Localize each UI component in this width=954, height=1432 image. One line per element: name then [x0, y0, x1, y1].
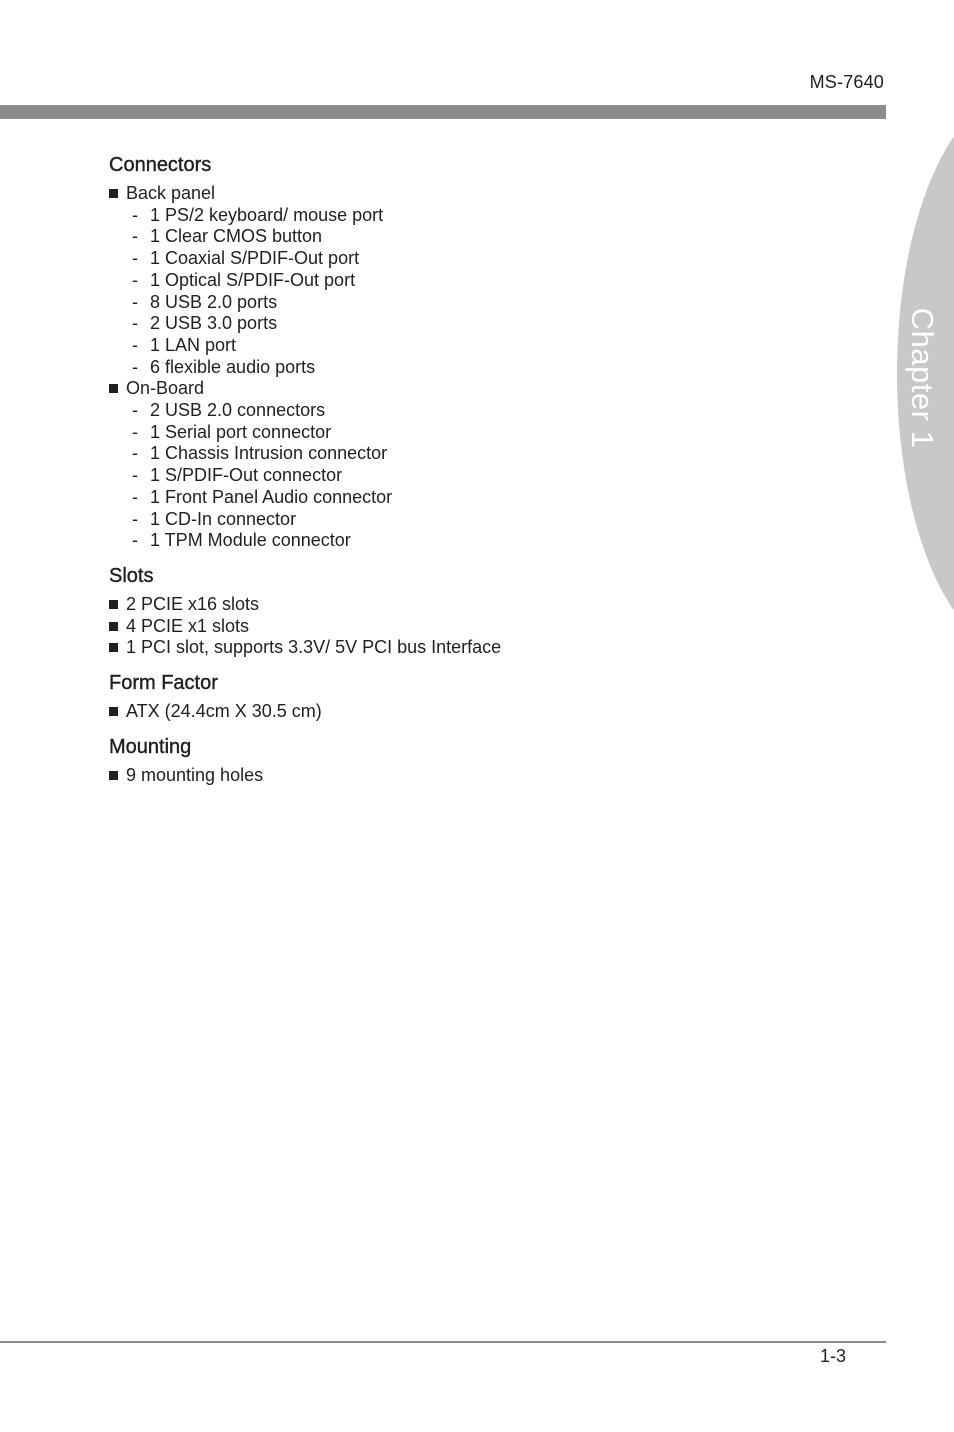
sub-item-text: 1 Optical S/PDIF-Out port: [150, 269, 356, 290]
sub-item-text: 1 Front Panel Audio connector: [150, 486, 393, 507]
dash-icon: -: [132, 334, 138, 355]
sub-list-item: [109, 205, 849, 227]
sub-list-item: [109, 292, 849, 314]
dash-icon: -: [132, 486, 138, 507]
item-text: 9 mounting holes: [126, 764, 264, 785]
section-title: Mounting: [109, 735, 192, 758]
sub-item-text: 2 USB 2.0 connectors: [150, 400, 326, 421]
sub-list-item: [109, 248, 849, 270]
section-connectors: [109, 151, 849, 552]
model-number: MS-7640: [809, 72, 884, 92]
sub-list-item: [109, 357, 849, 379]
square-bullet-icon: [109, 643, 118, 652]
dash-icon: -: [132, 400, 138, 421]
section-title: Connectors: [109, 154, 212, 176]
group-label: Back panel: [126, 183, 216, 203]
footer-rule: [0, 1341, 886, 1343]
page-number: 1-3: [819, 1346, 846, 1366]
square-bullet-icon: [109, 384, 118, 393]
section-title: Slots: [109, 564, 154, 587]
dash-icon: -: [132, 291, 138, 312]
sub-item-text: 1 CD-In connector: [150, 508, 297, 529]
sub-list-item: [109, 509, 849, 531]
square-bullet-icon: [109, 600, 118, 609]
sub-item-text: 1 Clear CMOS button: [150, 226, 323, 247]
sub-item-text: 1 S/PDIF-Out connector: [150, 465, 343, 486]
sub-list-item: [109, 487, 849, 509]
list-item: [109, 765, 849, 787]
sub-item-text: 1 LAN port: [150, 334, 237, 355]
item-text: 4 PCIE x1 slots: [126, 615, 250, 636]
sub-item-text: 8 USB 2.0 ports: [150, 291, 278, 312]
dash-icon: -: [132, 204, 138, 225]
dash-icon: -: [132, 530, 138, 551]
dash-icon: -: [132, 356, 138, 377]
dash-icon: -: [132, 465, 138, 486]
sub-item-text: 6 flexible audio ports: [150, 356, 316, 377]
section-slots: [109, 562, 849, 659]
item-text: ATX (24.4cm X 30.5 cm): [126, 701, 322, 722]
square-bullet-icon: [109, 189, 118, 198]
list-item: [109, 616, 849, 638]
list-item: [109, 637, 849, 659]
sub-list-item: [109, 226, 849, 248]
sub-list-item: [109, 422, 849, 444]
sub-item-text: 1 Chassis Intrusion connector: [150, 443, 388, 464]
item-text: 2 PCIE x16 slots: [126, 593, 260, 614]
sub-item-text: 1 Serial port connector: [150, 421, 332, 442]
sub-item-text: 2 USB 3.0 ports: [150, 313, 278, 334]
sub-list-item: [109, 530, 849, 552]
dash-icon: -: [132, 269, 138, 290]
header-bar: [0, 105, 886, 119]
square-bullet-icon: [109, 622, 118, 631]
sub-list-item: [109, 443, 849, 465]
dash-icon: -: [132, 508, 138, 529]
sub-list-item: [109, 335, 849, 357]
dash-icon: -: [132, 226, 138, 247]
group-label: On-Board: [126, 378, 205, 399]
list-item: [109, 701, 849, 723]
section-title: Form Factor: [109, 672, 218, 695]
dash-icon: -: [132, 248, 138, 269]
square-bullet-icon: [109, 707, 118, 716]
sub-list-item: [109, 313, 849, 335]
section-mounting: [109, 733, 849, 787]
square-bullet-icon: [109, 771, 118, 780]
sub-item-text: 1 PS/2 keyboard/ mouse port: [150, 204, 384, 225]
list-item: [109, 594, 849, 616]
list-item: [109, 183, 849, 205]
sub-item-text: 1 Coaxial S/PDIF-Out port: [150, 248, 360, 269]
sub-list-item: [109, 400, 849, 422]
sub-list-item: [109, 465, 849, 487]
sub-list-item: [109, 270, 849, 292]
list-item: [109, 378, 849, 400]
sub-item-text: 1 TPM Module connector: [150, 530, 351, 551]
dash-icon: -: [132, 313, 138, 334]
section-form-factor: [109, 669, 849, 723]
dash-icon: -: [132, 421, 138, 442]
dash-icon: -: [132, 443, 138, 464]
item-text: 1 PCI slot, supports 3.3V/ 5V PCI bus Interface: [126, 637, 502, 658]
specifications-content: [109, 151, 849, 786]
chapter-tab-label: Chapter 1: [905, 307, 940, 449]
